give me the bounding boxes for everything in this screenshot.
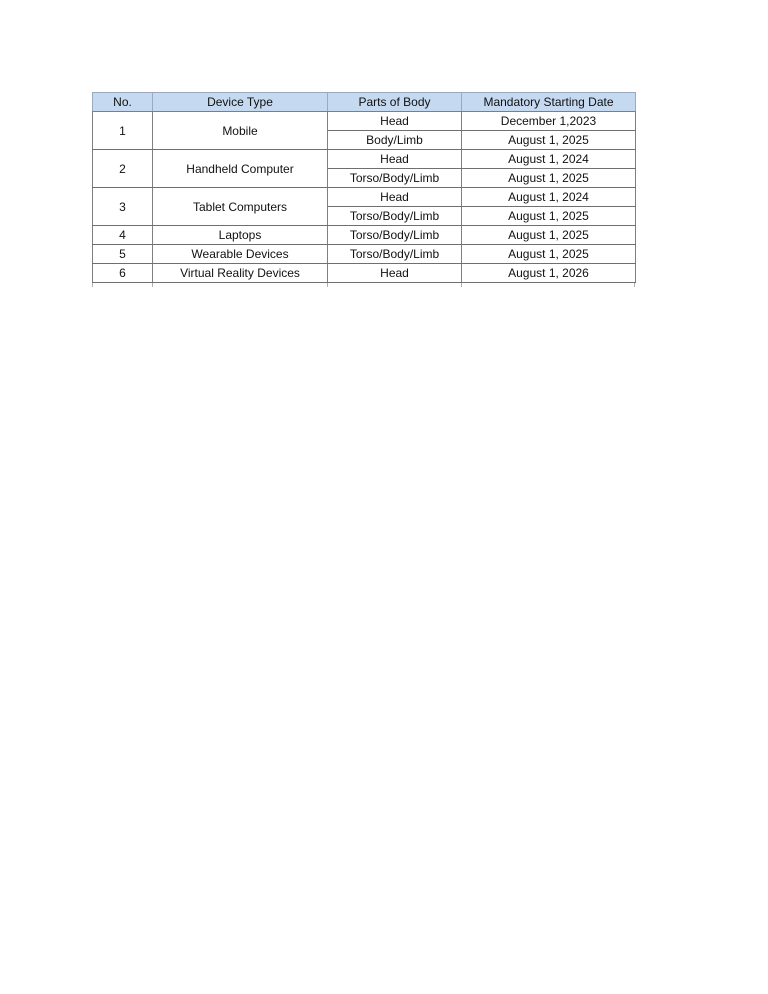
- gridline-stub: [327, 283, 328, 287]
- cell-device-type: Virtual Reality Devices: [153, 264, 328, 283]
- cell-part: Head: [328, 150, 462, 169]
- table-row: [93, 264, 636, 283]
- header-parts-of-body: Parts of Body: [328, 93, 462, 112]
- cell-device-type: Mobile: [153, 112, 328, 150]
- device-schedule-table: [92, 92, 636, 283]
- cell-date: August 1, 2025: [462, 207, 636, 226]
- cell-part: Torso/Body/Limb: [328, 245, 462, 264]
- cell-part: Head: [328, 188, 462, 207]
- table-gridline-stubs: [92, 283, 635, 287]
- cell-date: December 1,2023: [462, 112, 636, 131]
- table-row: [93, 188, 636, 207]
- cell-part: Torso/Body/Limb: [328, 169, 462, 188]
- cell-date: August 1, 2025: [462, 245, 636, 264]
- table-row: [93, 226, 636, 245]
- cell-device-type: Laptops: [153, 226, 328, 245]
- gridline-stub: [152, 283, 153, 287]
- cell-no: 1: [93, 112, 153, 150]
- cell-date: August 1, 2025: [462, 226, 636, 245]
- cell-part: Torso/Body/Limb: [328, 226, 462, 245]
- cell-part: Head: [328, 264, 462, 283]
- cell-date: August 1, 2026: [462, 264, 636, 283]
- table-row: [93, 112, 636, 131]
- cell-date: August 1, 2024: [462, 188, 636, 207]
- header-mandatory-starting-date: Mandatory Starting Date: [462, 93, 636, 112]
- cell-no: 3: [93, 188, 153, 226]
- gridline-stub: [92, 283, 93, 287]
- cell-device-type: Tablet Computers: [153, 188, 328, 226]
- cell-part: Head: [328, 112, 462, 131]
- gridline-stub: [634, 283, 635, 287]
- gridline-stub: [461, 283, 462, 287]
- cell-no: 4: [93, 226, 153, 245]
- cell-no: 6: [93, 264, 153, 283]
- cell-date: August 1, 2025: [462, 169, 636, 188]
- cell-part: Body/Limb: [328, 131, 462, 150]
- table-row: [93, 150, 636, 169]
- header-device-type: Device Type: [153, 93, 328, 112]
- cell-device-type: Wearable Devices: [153, 245, 328, 264]
- cell-no: 5: [93, 245, 153, 264]
- cell-no: 2: [93, 150, 153, 188]
- cell-date: August 1, 2024: [462, 150, 636, 169]
- header-no: No.: [93, 93, 153, 112]
- cell-device-type: Handheld Computer: [153, 150, 328, 188]
- table-header-row: [93, 93, 636, 112]
- cell-part: Torso/Body/Limb: [328, 207, 462, 226]
- table-row: [93, 245, 636, 264]
- cell-date: August 1, 2025: [462, 131, 636, 150]
